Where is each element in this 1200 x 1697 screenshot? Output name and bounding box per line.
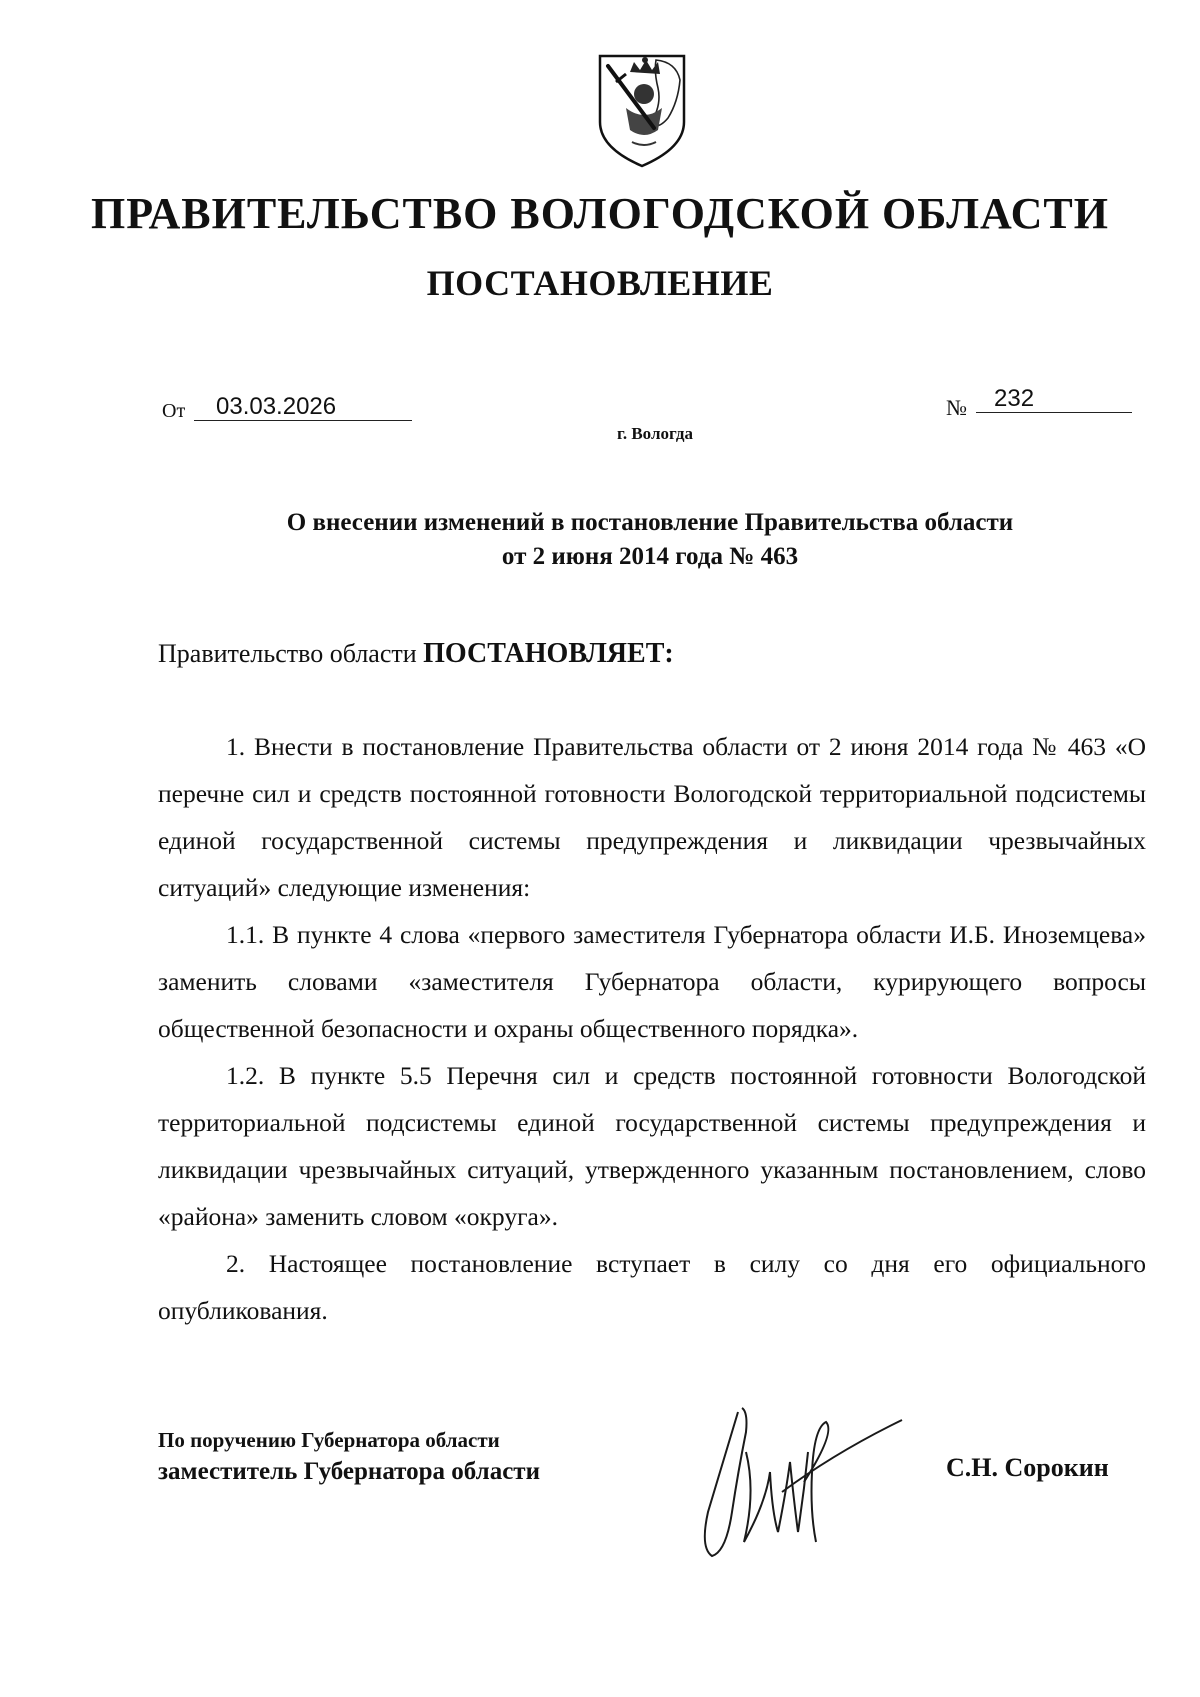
resolution-heading bbox=[158, 638, 674, 670]
date-label: От bbox=[162, 400, 186, 422]
resolution-lead: Правительство области bbox=[158, 639, 424, 668]
signature-position-line: заместитель Губернатора области bbox=[158, 1458, 540, 1485]
document-number: 232 bbox=[976, 386, 1132, 413]
city-label: г. Вологда bbox=[617, 424, 693, 443]
document-type-title: ПОСТАНОВЛЕНИЕ bbox=[426, 263, 774, 303]
subject-line-1: О внесении изменений в постановление Правительства области bbox=[286, 509, 1014, 536]
document-date: 03.03.2026 bbox=[194, 394, 412, 421]
government-title: ПРАВИТЕЛЬСТВО ВОЛОГОДСКОЙ ОБЛАСТИ bbox=[91, 189, 1109, 238]
resolution-keyword: ПОСТАНОВЛЯЕТ: bbox=[423, 638, 674, 669]
coat-of-arms-icon bbox=[596, 52, 688, 170]
handwritten-signature-icon bbox=[686, 1392, 906, 1562]
document-body bbox=[158, 723, 1146, 1334]
paragraph-2: 2. Настоящее постановление вступает в силу со дня его официального опубликования. bbox=[158, 1249, 1146, 1325]
subject-line-2: от 2 июня 2014 года № 463 bbox=[501, 543, 799, 570]
number-label: № bbox=[946, 395, 967, 420]
document-subject bbox=[0, 506, 1200, 574]
signature-authority-line: По поручению Губернатора области bbox=[158, 1428, 500, 1452]
paragraph-1-1: 1.1. В пункте 4 слова «первого заместителя Губернатора области И.Б. Иноземцева» заменить словами «заместителя Губернатора области, курирующего вопросы общественной безопасности и охраны общественного порядка». bbox=[158, 920, 1146, 1043]
paragraph-1-2: 1.2. В пункте 5.5 Перечня сил и средств постоянной готовности Вологодской территориальной подсистемы единой государственной системы предупреждения и ликвидации чрезвычайных ситуаций, утвержденного указанным постановлением, слово «района» заменить словом «округа». bbox=[158, 1061, 1146, 1231]
paragraph-1: 1. Внести в постановление Правительства области от 2 июня 2014 года № 463 «О перечне сил и средств постоянной готовности Вологодской территориальной подсистемы единой государственной системы предупреждения и ликвидации чрезвычайных ситуаций» следующие изменения: bbox=[158, 732, 1146, 902]
signer-name: С.Н. Сорокин bbox=[946, 1453, 1109, 1482]
